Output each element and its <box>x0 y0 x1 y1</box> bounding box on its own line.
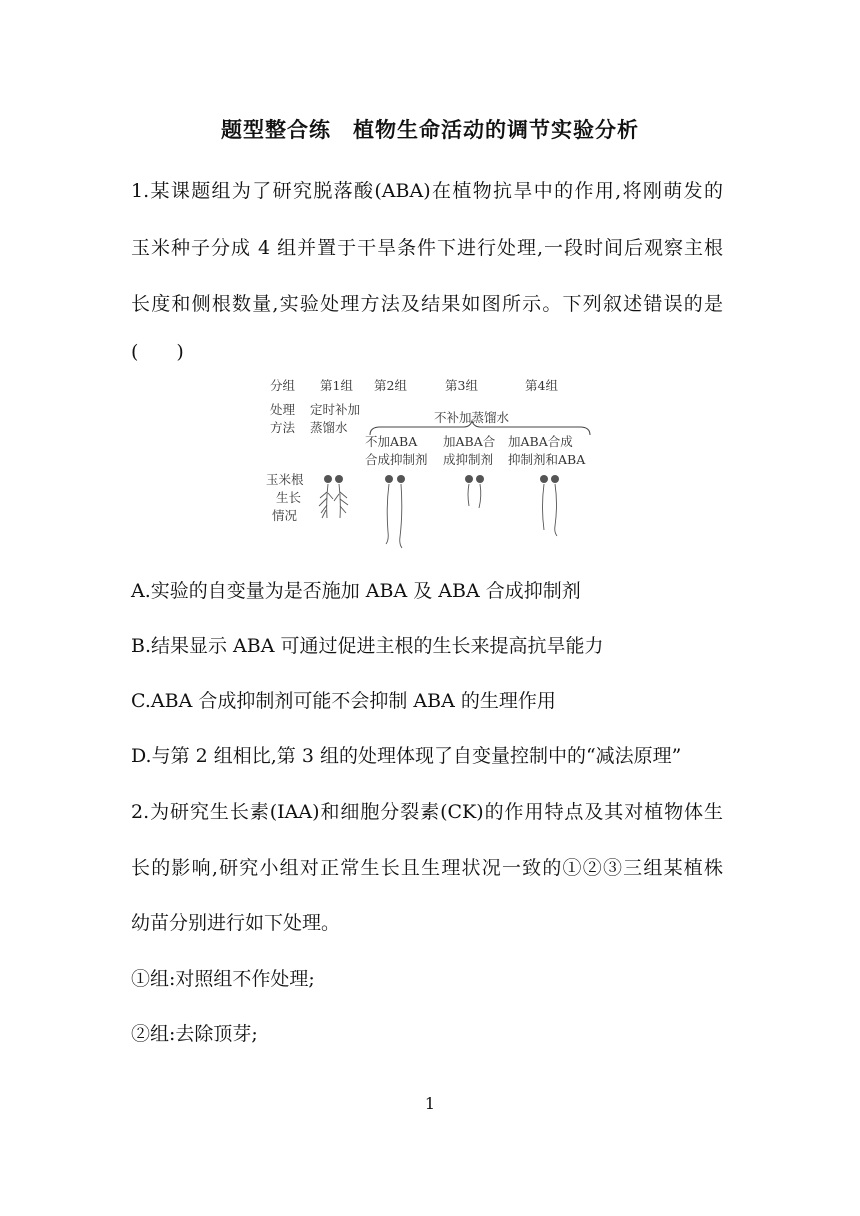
figure-group-1-roots <box>319 484 348 518</box>
figure-treatment-label-2: 方法 <box>270 420 296 435</box>
q1-stem-line-2: 玉米种子分成 4 组并置于干旱条件下进行处理,一段时间后观察主根 <box>131 237 723 259</box>
figure-seed <box>324 475 332 483</box>
q2-group-2-treatment: ②组:去除顶芽; <box>131 1023 258 1045</box>
figure-group-2-treatment-2: 合成抑制剂 <box>365 452 428 467</box>
q1-option-a: A.实验的自变量为是否施加 ABA 及 ABA 合成抑制剂 <box>131 580 581 602</box>
figure-group-4-treatment-1: 加ABA合成 <box>508 434 573 449</box>
q1-answer-blank: ( ) <box>131 341 184 363</box>
q1-option-b: B.结果显示 ABA 可通过促进主根的生长来提高抗旱能力 <box>131 635 604 657</box>
q2-stem-line-3: 幼苗分别进行如下处理。 <box>131 912 341 934</box>
figure-seed <box>465 475 473 483</box>
q1-option-c: C.ABA 合成抑制剂可能不会抑制 ABA 的生理作用 <box>131 690 556 712</box>
figure-seed <box>540 475 548 483</box>
figure-result-label-3: 情况 <box>272 508 298 523</box>
figure-group-2-treatment-1: 不加ABA <box>365 434 418 449</box>
figure-seed <box>476 475 484 483</box>
figure-seed <box>551 475 559 483</box>
q2-stem-line-1: 2.为研究生长素(IAA)和细胞分裂素(CK)的作用特点及其对植物体生 <box>131 801 723 823</box>
figure-seed <box>335 475 343 483</box>
figure-result-label-2: 生长 <box>276 490 302 505</box>
figure-shared-treatment: 不补加蒸馏水 <box>434 410 510 425</box>
figure-group-3-label: 第3组 <box>445 378 478 393</box>
figure-group-1-treatment-1: 定时补加 <box>310 402 361 417</box>
figure-group-3-treatment-1: 加ABA合 <box>443 434 496 449</box>
figure-group-2-roots <box>386 484 402 548</box>
figure-seed <box>385 475 393 483</box>
figure-treatment-label-1: 处理 <box>270 402 296 417</box>
figure-group-4-label: 第4组 <box>525 378 558 393</box>
q1-stem-line-3: 长度和侧根数量,实验处理方法及结果如图所示。下列叙述错误的是 <box>131 293 723 315</box>
figure-group-3-roots <box>468 484 481 508</box>
figure-group-4-treatment-2: 抑制剂和ABA <box>508 452 586 467</box>
figure-result-label-1: 玉米根 <box>266 472 304 487</box>
q1-stem-line-1: 1.某课题组为了研究脱落酸(ABA)在植物抗旱中的作用,将刚萌发的 <box>131 180 723 202</box>
figure-group-2-label: 第2组 <box>374 378 407 393</box>
figure-group-1-treatment-2: 蒸馏水 <box>310 420 348 435</box>
figure-group-1-label: 第1组 <box>320 378 353 393</box>
q1-option-d: D.与第 2 组相比,第 3 组的处理体现了自变量控制中的“减法原理” <box>131 745 682 767</box>
figure-group-header: 分组 <box>270 378 296 393</box>
page-title: 题型整合练 植物生命活动的调节实验分析 <box>221 117 639 142</box>
q2-stem-line-2: 长的影响,研究小组对正常生长且生理状况一致的①②③三组某植株 <box>131 857 723 879</box>
figure-group-3-treatment-2: 成抑制剂 <box>443 452 494 467</box>
figure-group-4-roots <box>543 484 558 536</box>
page-number: 1 <box>424 1094 436 1113</box>
q2-group-1-treatment: ①组:对照组不作处理; <box>131 968 315 990</box>
experiment-figure <box>262 372 602 550</box>
figure-seed <box>397 475 405 483</box>
